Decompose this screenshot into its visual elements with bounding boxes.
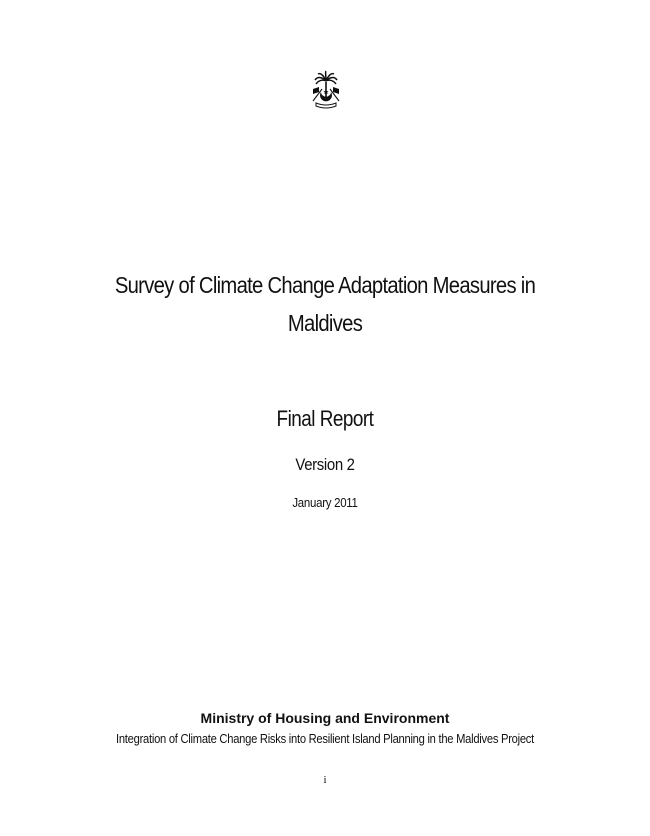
report-date: January 2011 <box>292 495 358 510</box>
report-version: Version 2 <box>295 455 355 474</box>
document-title-line-2: Maldives <box>287 310 363 336</box>
document-title <box>39 266 611 342</box>
project-name: Integration of Climate Change Risks into Resilient Island Planning in the Maldives Project <box>115 731 534 746</box>
ministry-name: Ministry of Housing and Environment <box>200 710 450 726</box>
report-type: Final Report <box>276 406 374 431</box>
page-number: i <box>323 774 327 786</box>
maldives-state-emblem-icon <box>308 70 344 110</box>
document-title-line-1: Survey of Climate Change Adaptation Measures in <box>114 272 536 298</box>
